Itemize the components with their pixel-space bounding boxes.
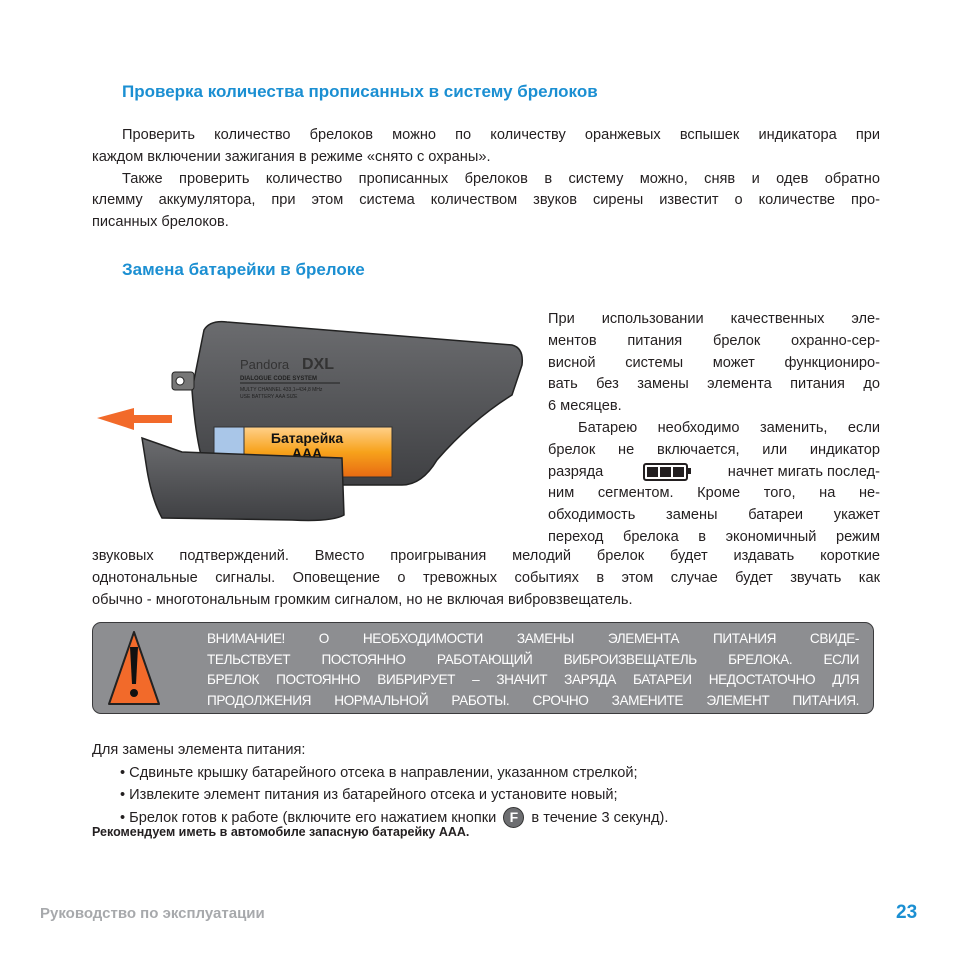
text-fragment: начнет мигать послед- (727, 463, 880, 480)
arrow-left-icon (97, 408, 172, 430)
text-line: обходимость замены батареи укажет (548, 507, 880, 524)
text-line: ПРОДОЛЖЕНИЯ НОРМАЛЬНОЙ РАБОТЫ. СРОЧНО ЗАМЕНИТЕ ЭЛЕМЕНТ ПИТАНИЯ. (207, 692, 859, 708)
paragraph-keyfob-count (92, 125, 880, 234)
page-number: 23 (896, 902, 918, 923)
text-line: однотональные сигналы. Оповещение о тревожных событиях в этом случае будет звучать как (92, 569, 880, 586)
paragraph-economy-mode (92, 546, 880, 611)
model-text: DXL (302, 356, 334, 373)
text-line: БРЕЛОК ПОСТОЯННО ВИБРИРУЕТ – ЗНАЧИТ ЗАРЯДА БАТАРЕИ НЕДОСТАТОЧНО ДЛЯ (207, 672, 859, 687)
warning-text (207, 629, 859, 711)
text-line: ВНИМАНИЕ! О НЕОБХОДИМОСТИ ЗАМЕНЫ ЭЛЕМЕНТА ПИТАНИЯ СВИДЕ- (207, 631, 859, 646)
text-line: переход брелока в экономичный режим (548, 528, 880, 545)
text-line: писанных брелоков. (92, 214, 229, 231)
system-text: DIALOGUE CODE SYSTEM (240, 376, 318, 382)
section-title-battery-replace: Замена батарейки в брелоке (122, 260, 365, 279)
warning-box (92, 622, 874, 714)
text-line: брелок не включается, или индикатор (548, 441, 880, 458)
replacement-steps (92, 739, 880, 829)
text-line: ТЕЛЬСТВУЕТ ПОСТОЯННО РАБОТАЮЩИЙ ВИБРОИЗВЕЩАТЕЛЬ БРЕЛОКА. ЕСЛИ (207, 651, 859, 667)
text-fragment: разряда (548, 463, 604, 480)
footer-title: Руководство по эксплуатации (40, 905, 265, 922)
battery-label: Батарейка (270, 430, 344, 446)
text-line: При использовании качественных эле- (548, 311, 880, 327)
brand-text: Pandora (240, 357, 290, 372)
warning-icon (107, 629, 161, 707)
text-fragment: в течение 3 секунд). (531, 809, 669, 826)
battery-label-size: AAA (291, 445, 323, 461)
text-line: вать без замены элемента питания до (548, 376, 880, 393)
battery-indicator-icon (643, 463, 688, 481)
keyfob-illustration (92, 310, 532, 540)
text-line: Также проверить количество прописанных брелоков в систему можно, сняв и одев обратно (122, 170, 880, 187)
text-line: ним сегментом. Кроме того, на не- (548, 485, 880, 502)
text-line: ментов питания брелок охранно-сер- (548, 332, 880, 349)
spare-battery-note: Рекомендуем иметь в автомобиле запасную батарейку AAA. (92, 825, 470, 839)
channel-text: MULTY CHANNEL 433,1÷434,8 MHz (240, 387, 323, 393)
text-line (548, 462, 880, 484)
text-line: висной системы может функциониро- (548, 354, 880, 371)
f-button-icon: F (503, 807, 524, 828)
step-item: • Извлеките элемент питания из батарейного отсека и установите новый; (120, 787, 618, 803)
text-line: каждом включении зажигания в режиме «снято с охраны». (92, 148, 491, 165)
text-line: Проверить количество брелоков можно по количеству оранжевых вспышек индикатора при (122, 127, 880, 143)
battery-size-text: USE BATTERY AAA SIZE (240, 394, 298, 400)
text-line: Батарею необходимо заменить, если (578, 419, 880, 436)
text-line: звуковых подтверждений. Вместо проигрывания мелодий брелок будет издавать короткие (92, 548, 880, 564)
paragraph-battery-life (548, 309, 880, 549)
text-fragment: • Брелок готов к работе (включите его нажатием кнопки (120, 809, 497, 826)
step-item: • Сдвиньте крышку батарейного отсека в направлении, указанном стрелкой; (120, 764, 638, 781)
text-line: обычно - многотональным громким сигналом, но не включая вибровзвещатель. (92, 591, 633, 608)
text-line: клемму аккумулятора, при этом система количеством звуков сирены известит о количестве про- (92, 192, 880, 209)
steps-intro: Для замены элемента питания: (92, 742, 306, 758)
section-title-keyfob-count: Проверка количества прописанных в систему брелоков (122, 82, 598, 101)
text-line: 6 месяцев. (548, 398, 622, 415)
